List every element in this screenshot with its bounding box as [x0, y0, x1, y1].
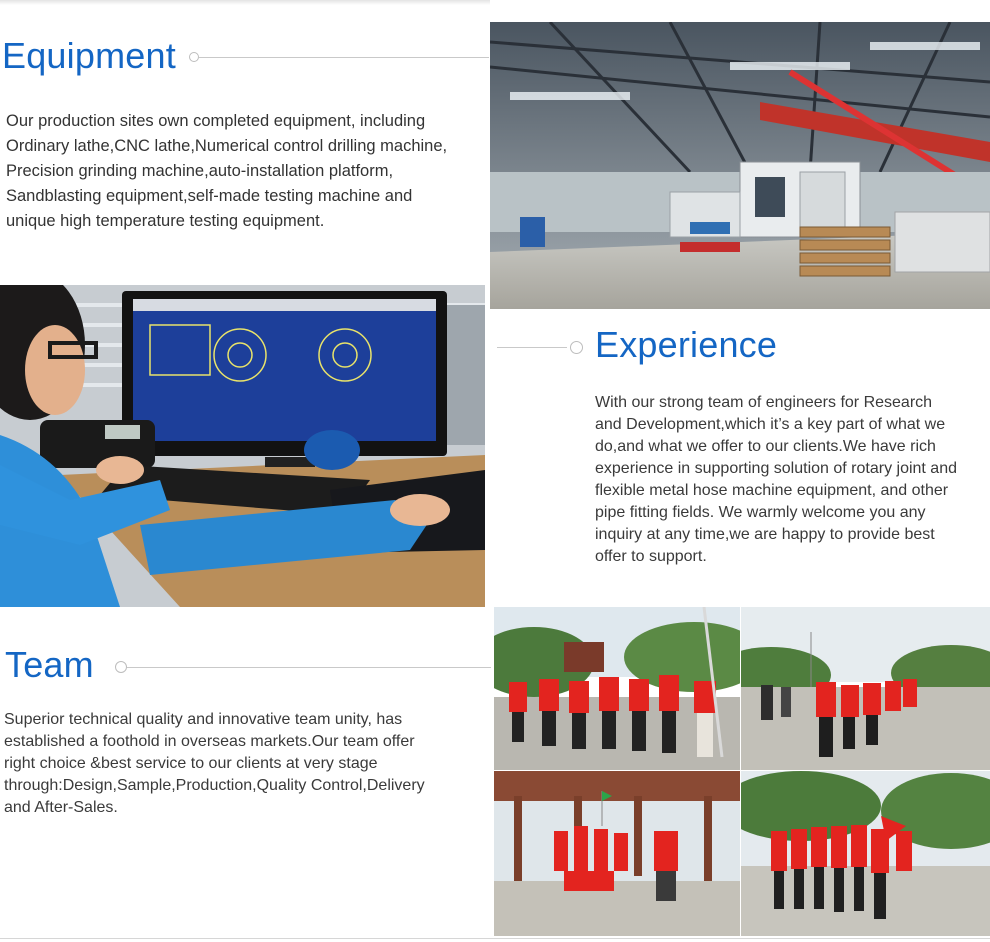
experience-rule-dot [570, 341, 583, 354]
experience-line: flexible metal hose machine equipment, and other [595, 482, 949, 499]
equipment-line: unique high temperature testing equipment. [6, 212, 325, 230]
equipment-rule-dot [189, 52, 199, 62]
experience-line: and Development,which it’s a key part of what we [595, 416, 946, 433]
equipment-line: Sandblasting equipment,self-made testing machine and [6, 187, 413, 205]
experience-heading: Experience [595, 324, 778, 365]
team-rule-dot [115, 661, 127, 673]
equipment-line: Ordinary lathe,CNC lathe,Numerical control drilling machine, [6, 137, 448, 155]
experience-line: pipe fitting fields. We warmly welcome you any [595, 504, 926, 521]
team-line: Superior technical quality and innovative team unity, has [4, 711, 403, 728]
equipment-rule-line [199, 57, 489, 58]
team-photo-2 [741, 607, 990, 770]
team-photo-3 [494, 771, 740, 936]
team-line: and After-Sales. [4, 799, 118, 816]
experience-line: inquiry at any time,we are happy to provide best [595, 526, 935, 543]
experience-line: With our strong team of engineers for Research [595, 394, 933, 411]
equipment-line: Precision grinding machine,auto-installation platform, [6, 162, 394, 180]
factory-floor-photo [490, 22, 990, 309]
experience-rule-line [497, 347, 567, 348]
team-line: through:Design,Sample,Production,Quality Control,Delivery [4, 777, 425, 794]
team-line: established a foothold in overseas markets.Our team offer [4, 733, 415, 750]
engineer-at-computer-photo [0, 285, 485, 607]
team-rule-line [127, 667, 491, 668]
experience-line: do,and what we offer to our clients.We have rich [595, 438, 936, 455]
team-photo-4 [741, 771, 990, 936]
bottom-divider [0, 938, 990, 939]
experience-line: offer to support. [595, 548, 707, 565]
team-heading: Team [5, 644, 94, 685]
equipment-line: Our production sites own completed equipment, including [6, 112, 426, 130]
experience-line: experience in supporting solution of rotary joint and [595, 460, 957, 477]
equipment-heading: Equipment [2, 35, 176, 76]
top-edge-shadow [0, 0, 490, 5]
team-line: right choice &best service to our clients at very stage [4, 755, 378, 772]
team-photo-1 [494, 607, 740, 770]
